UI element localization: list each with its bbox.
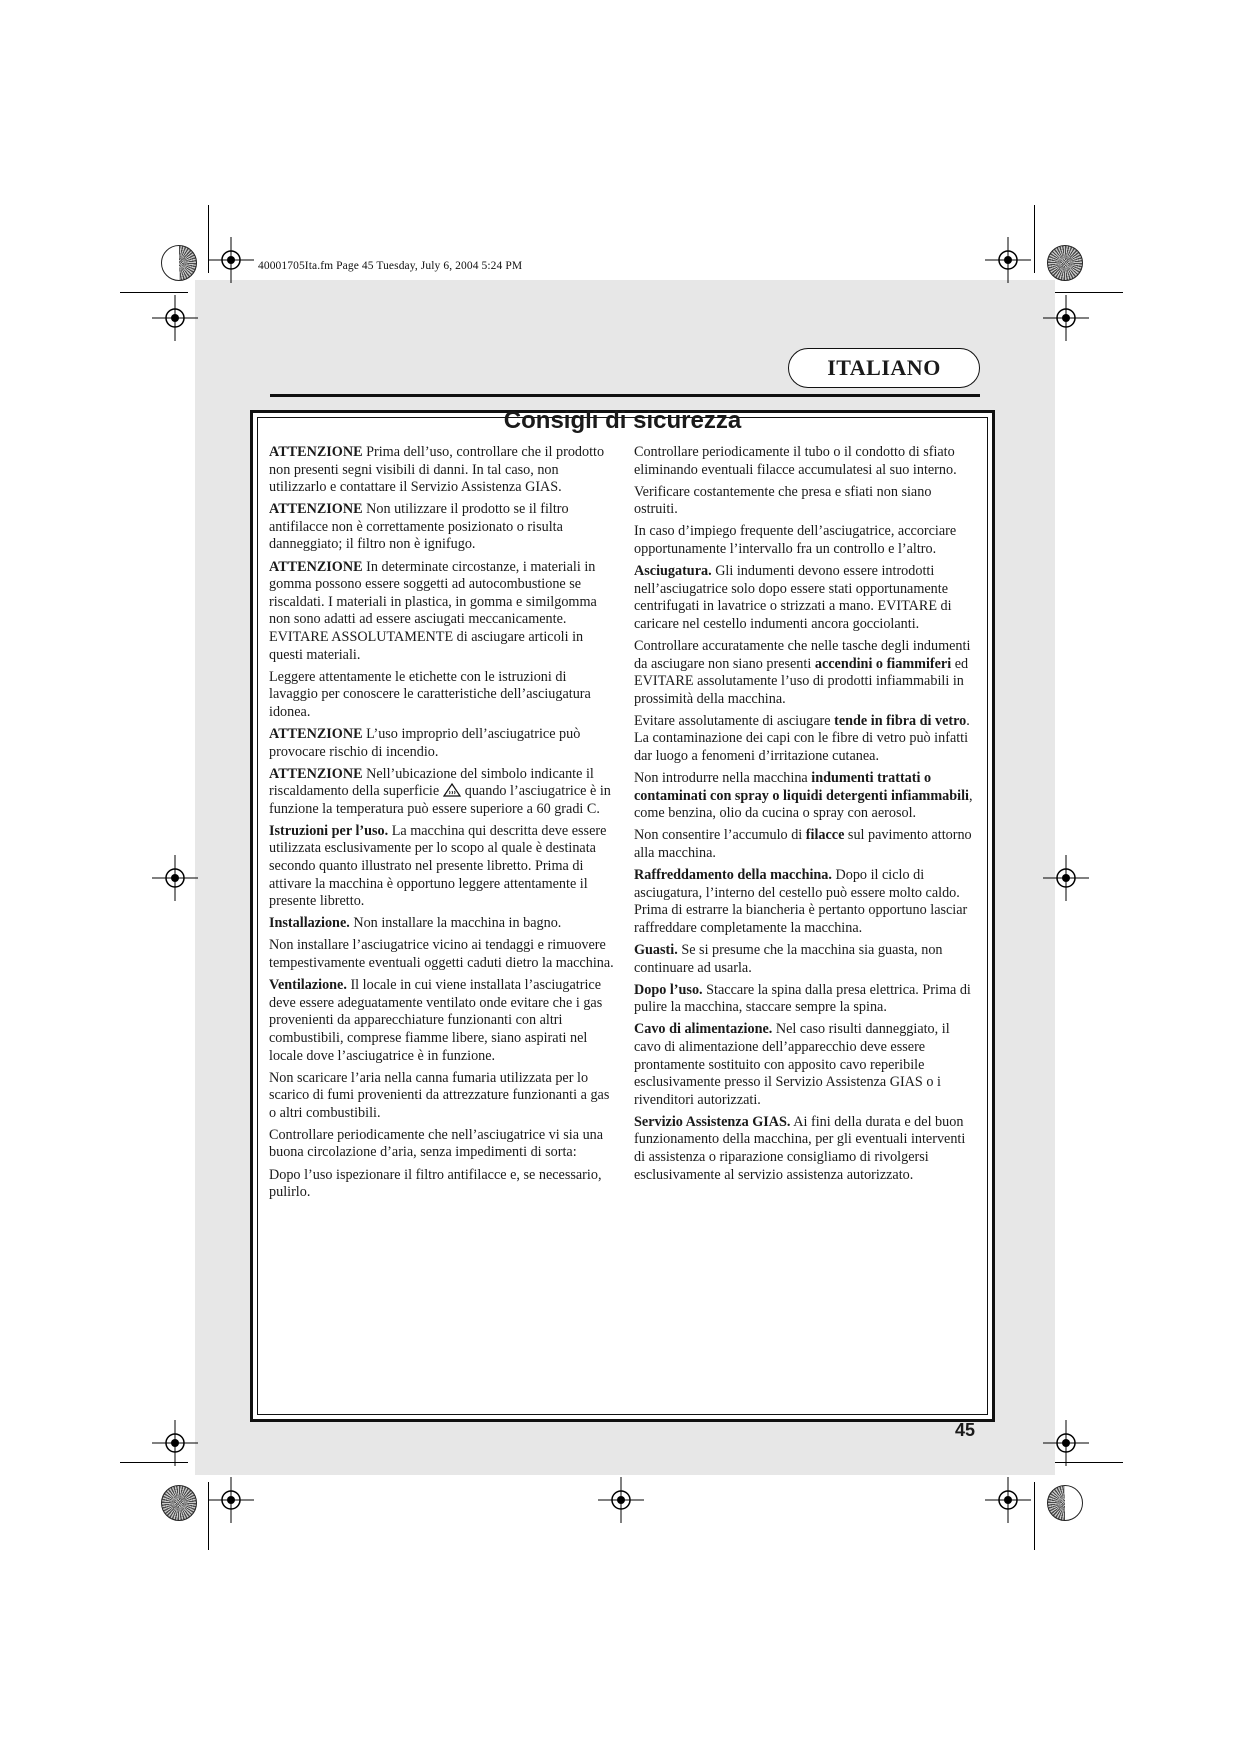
paragraph: Controllare accuratamente che nelle tasche degli indumenti da asciugare non siano presenti accendini o fiammiferi ed EVITARE assolutamente l’uso di prodotti infiammabili in prossimità della macchina.	[634, 637, 971, 707]
header-rule	[270, 394, 980, 397]
paragraph: Leggere attentamente le etichette con le istruzioni di lavaggio per conoscere le caratteristiche dell’asciugatura idonea.	[269, 668, 591, 720]
registration-crosshair-icon	[152, 295, 198, 341]
paragraph: Controllare periodicamente il tubo o il condotto di sfiato eliminando eventuali filacce accumulatesi al suo interno.	[634, 444, 957, 478]
registration-crosshair-icon	[152, 1420, 198, 1466]
registration-crosshair-icon	[152, 855, 198, 901]
paragraph: Verificare costantemente che presa e sfiati non siano ostruiti.	[634, 483, 932, 518]
crop-mark	[1034, 205, 1035, 273]
crop-mark	[1055, 292, 1123, 293]
language-label: ITALIANO	[827, 355, 941, 380]
registration-crosshair-icon	[208, 1477, 254, 1523]
color-calibration-dial-icon	[161, 1485, 197, 1521]
registration-crosshair-icon	[598, 1477, 644, 1523]
paragraph: Evitare assolutamente di asciugare tende in fibra di vetro. La contaminazione dei capi con le fibre di vetro può infatti dar luogo a fenomeni d’irritazione cutanea.	[634, 712, 970, 764]
crop-mark	[120, 292, 188, 293]
paragraph: Asciugatura. Gli indumenti devono essere introdotti nell’asciugatrice solo dopo essere stati opportunamente centrifugati in lavatrice o strizzati a mano. EVITARE di caricare nel cestello indumenti ancora gocciolanti.	[634, 563, 952, 632]
hot-surface-warning-icon	[443, 783, 461, 797]
page-number: 45	[955, 1420, 976, 1440]
paragraph: In caso d’impiego frequente dell’asciugatrice, accorciare opportunamente l’intervallo fra un controllo e l’altro.	[634, 523, 957, 557]
paragraph: ATTENZIONE Prima dell’uso, controllare che il prodotto non presenti segni visibili di danni. In tal caso, non utilizzarlo e contattare il Servizio Assistenza GIAS.	[269, 444, 605, 496]
color-calibration-dial-icon	[161, 245, 197, 281]
registration-crosshair-icon	[208, 237, 254, 283]
paragraph: Non scaricare l’aria nella canna fumaria utilizzata per lo scarico di fumi provenienti da attrezzature funzionanti a gas o altri combustibili.	[269, 1069, 610, 1121]
paragraph: Non introdurre nella macchina indumenti trattati o contaminati con spray o liquidi detergenti infiammabili, come benzina, olio da cucina o spray con aerosol.	[634, 770, 973, 822]
registration-crosshair-icon	[985, 1477, 1031, 1523]
paragraph: Non consentire l’accumulo di filacce sul pavimento attorno alla macchina.	[634, 827, 972, 861]
paragraph: Installazione. Non installare la macchina in bagno.	[269, 915, 562, 932]
registration-crosshair-icon	[1043, 295, 1089, 341]
paragraph: Ventilazione. Il locale in cui viene installata l’asciugatrice deve essere adeguatamente ventilato onde evitare che i gas provenienti da apparecchiature funzionanti con altri combustibili, comprese fiamme libere, siano aspirati nel locale dove l’asciugatrice è in funzione.	[269, 977, 603, 1064]
paragraph: Istruzioni per l’uso. La macchina qui descritta deve essere utilizzata esclusivamente per lo scopo al quale è destinata secondo quanto illustrato nel presente libretto. Prima di attivare la macchina è opportuno leggere attentamente il presente libretto.	[269, 822, 607, 910]
color-calibration-dial-icon	[1047, 1485, 1083, 1521]
section-title: Consigli di sicurezza	[503, 407, 742, 434]
paragraph: ATTENZIONE Nell’ubicazione del simbolo indicante il riscaldamento della superficie quando l’asciugatrice è in funzione la temperatura può essere superiore a 60 gradi C.	[269, 765, 611, 817]
paragraph: Guasti. Se si presume che la macchina sia guasta, non continuare ad usarla.	[634, 941, 943, 976]
left-column	[269, 444, 615, 1206]
right-column	[634, 444, 974, 1189]
paragraph: ATTENZIONE L’uso improprio dell’asciugatrice può provocare rischio di incendio.	[269, 725, 581, 760]
registration-crosshair-icon	[1043, 855, 1089, 901]
paragraph: Non installare l’asciugatrice vicino ai tendaggi e rimuovere tempestivamente eventuali oggetti caduti dietro la macchina.	[269, 937, 614, 972]
paragraph: Controllare periodicamente che nell’asciugatrice vi sia una buona circolazione d’aria, senza impedimenti di sorta:	[269, 1126, 604, 1161]
paragraph: Servizio Assistenza GIAS. Ai fini della durata e del buon funzionamento della macchina, per gli eventuali interventi di assistenza o riparazione consigliamo di rivolgersi esclusivamente al servizio assistenza autorizzato.	[634, 1113, 966, 1183]
registration-crosshair-icon	[985, 237, 1031, 283]
registration-crosshair-icon	[1043, 1420, 1089, 1466]
safety-section-box	[250, 407, 995, 1422]
language-tab	[788, 348, 980, 388]
paragraph: Cavo di alimentazione. Nel caso risulti danneggiato, il cavo di alimentazione dell’apparecchio deve essere prontamente sostituito con apposito cavo reperibile esclusivamente presso il Servizio Assistenza GIAS o i rivenditori autorizzati.	[634, 1021, 950, 1108]
paragraph: Dopo l’uso. Staccare la spina dalla presa elettrica. Prima di pulire la macchina, staccare sempre la spina.	[634, 981, 971, 1016]
paragraph: ATTENZIONE Non utilizzare il prodotto se il filtro antifilacce non è correttamente posizionato o risulta danneggiato; il filtro non è ignifugo.	[269, 501, 569, 553]
color-calibration-dial-icon	[1047, 245, 1083, 281]
paragraph: ATTENZIONE In determinate circostanze, i materiali in gomma possono essere soggetti ad autocombustione se riscaldati. I materiali in plastica, in gomma e similgomma non sono adatti ad essere asciugati meccanicamente. EVITARE ASSOLUTAMENTE di asciugare articoli in questi materiali.	[269, 558, 597, 663]
crop-mark	[1034, 1482, 1035, 1550]
paragraph: Raffreddamento della macchina. Dopo il ciclo di asciugatura, l’interno del cestello può essere molto caldo. Prima di estrarre la biancheria è pertanto opportuno lasciar raffreddare completamente la macchina.	[634, 867, 968, 936]
print-slug: 40001705Ita.fm Page 45 Tuesday, July 6, 2004 5:24 PM	[258, 260, 523, 272]
paragraph: Dopo l’uso ispezionare il filtro antifilacce e, se necessario, pulirlo.	[269, 1166, 602, 1201]
